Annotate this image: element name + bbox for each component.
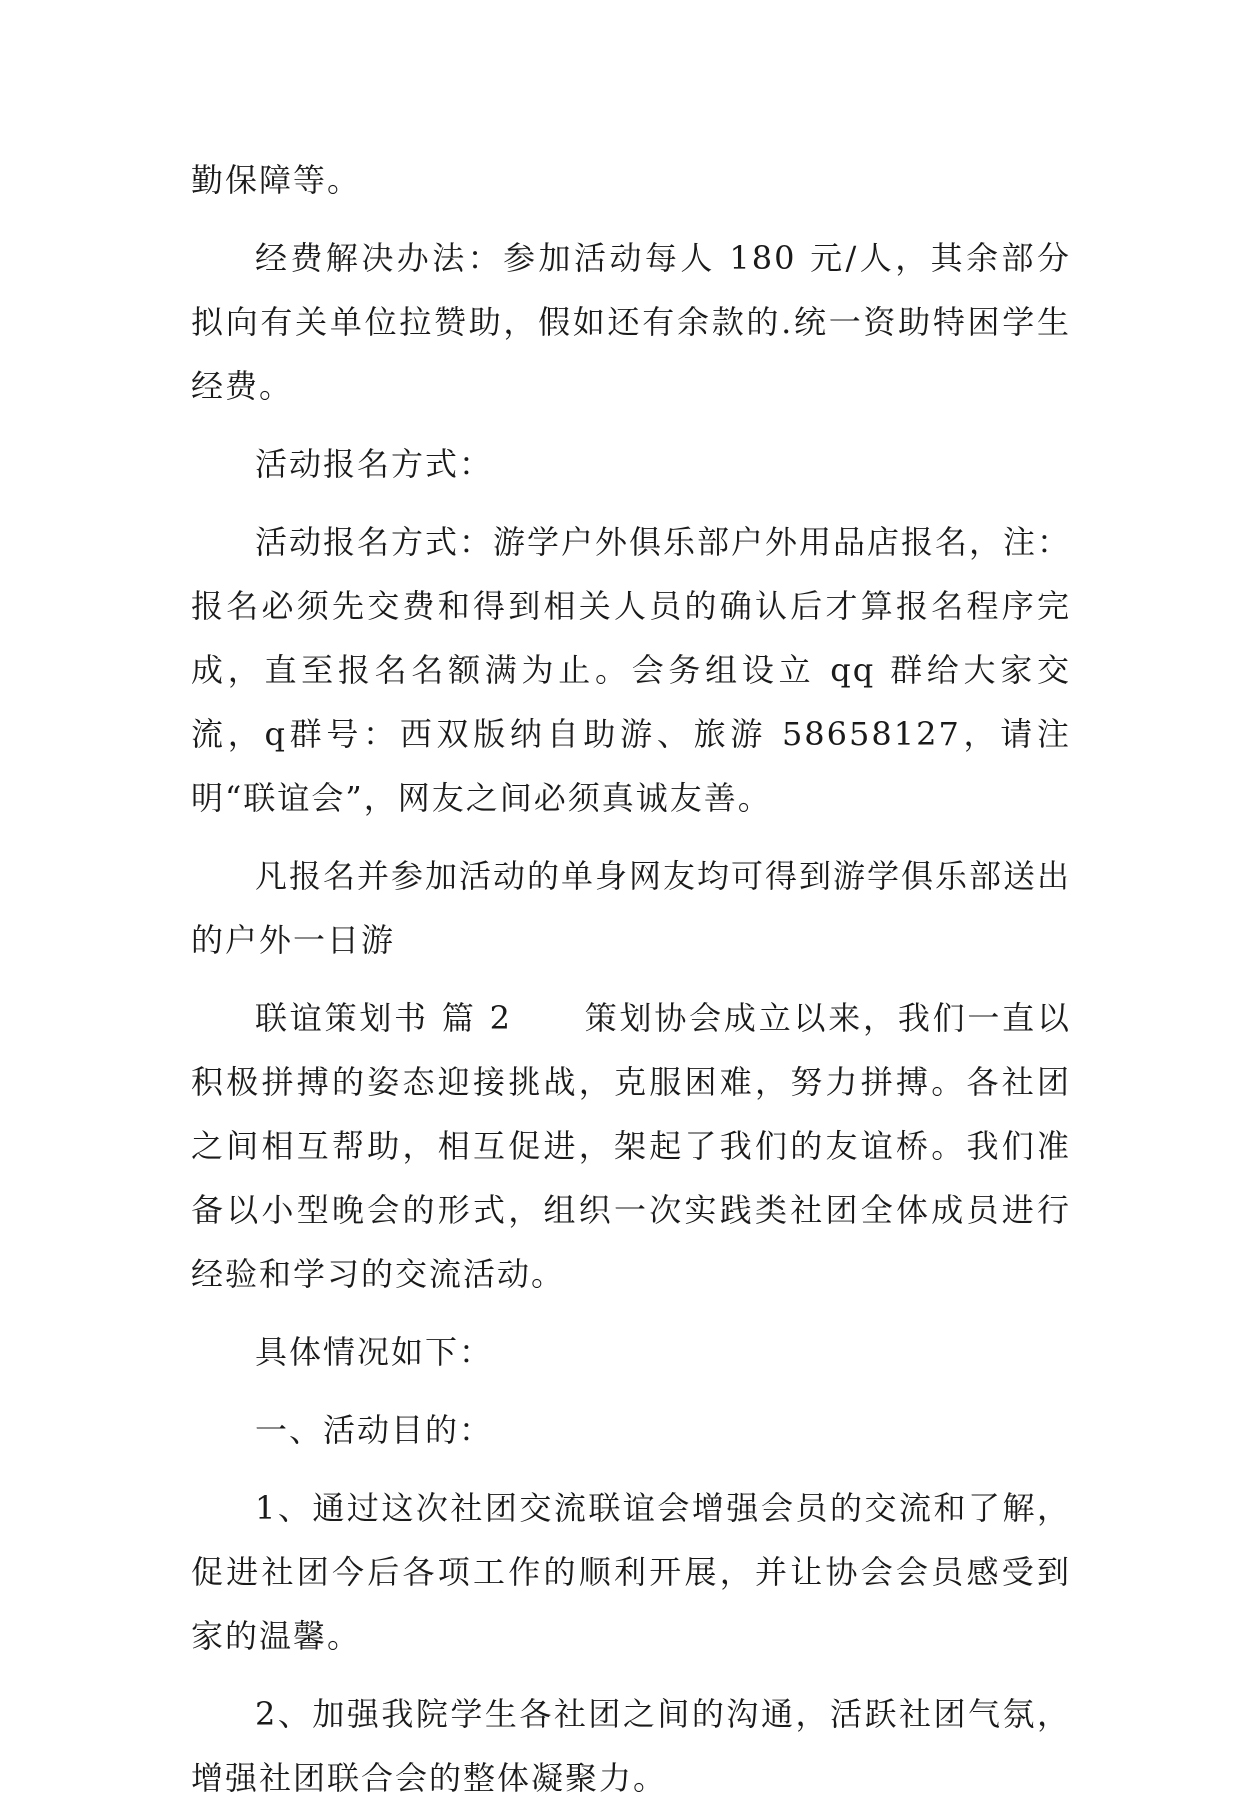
paragraph-details-heading: 具体情况如下： xyxy=(255,1333,494,1371)
document-body xyxy=(191,148,1071,1810)
section-intro: 策划协会成立以来，我们一直以积极拼搏的姿态迎接挑战，克服困难，努力拼搏。各社团之间相互帮助，相互促进，架起了我们的友谊桥。我们准备以小型晚会的形式，组织一次实践类社团全体成员进行经验和学习的交流活动。 xyxy=(191,999,1071,1293)
paragraph-funding: 经费解决办法：参加活动每人 180 元/人，其余部分拟向有关单位拉赞助，假如还有余款的.统一资助特困学生经费。 xyxy=(191,239,1071,405)
paragraph-purpose-1: 1、通过这次社团交流联谊会增强会员的交流和了解，促进社团今后各项工作的顺利开展，并让协会会员感受到家的温馨。 xyxy=(191,1489,1071,1655)
paragraph-registration-heading: 活动报名方式： xyxy=(255,445,494,483)
paragraph-section-2 xyxy=(191,986,1071,1306)
paragraph-registration-details: 活动报名方式：游学户外俱乐部户外用品店报名，注：报名必须先交费和得到相关人员的确认后才算报名程序完成，直至报名名额满为止。会务组设立 qq 群给大家交流，q群号：西双版纳自助游、旅游 58658127，请注明“联谊会”，网友之间必须真诚友善。 xyxy=(191,523,1072,817)
paragraph-purpose-2: 2、加强我院学生各社团之间的沟通，活跃社团气氛，增强社团联合会的整体凝聚力。 xyxy=(191,1695,1071,1797)
paragraph-purpose-heading: 一、活动目的： xyxy=(255,1411,494,1449)
paragraph-reward: 凡报名并参加活动的单身网友均可得到游学俱乐部送出的户外一日游 xyxy=(191,857,1072,959)
section-heading: 联谊策划书 篇 2 xyxy=(255,999,512,1037)
paragraph-continuation: 勤保障等。 xyxy=(191,161,362,199)
